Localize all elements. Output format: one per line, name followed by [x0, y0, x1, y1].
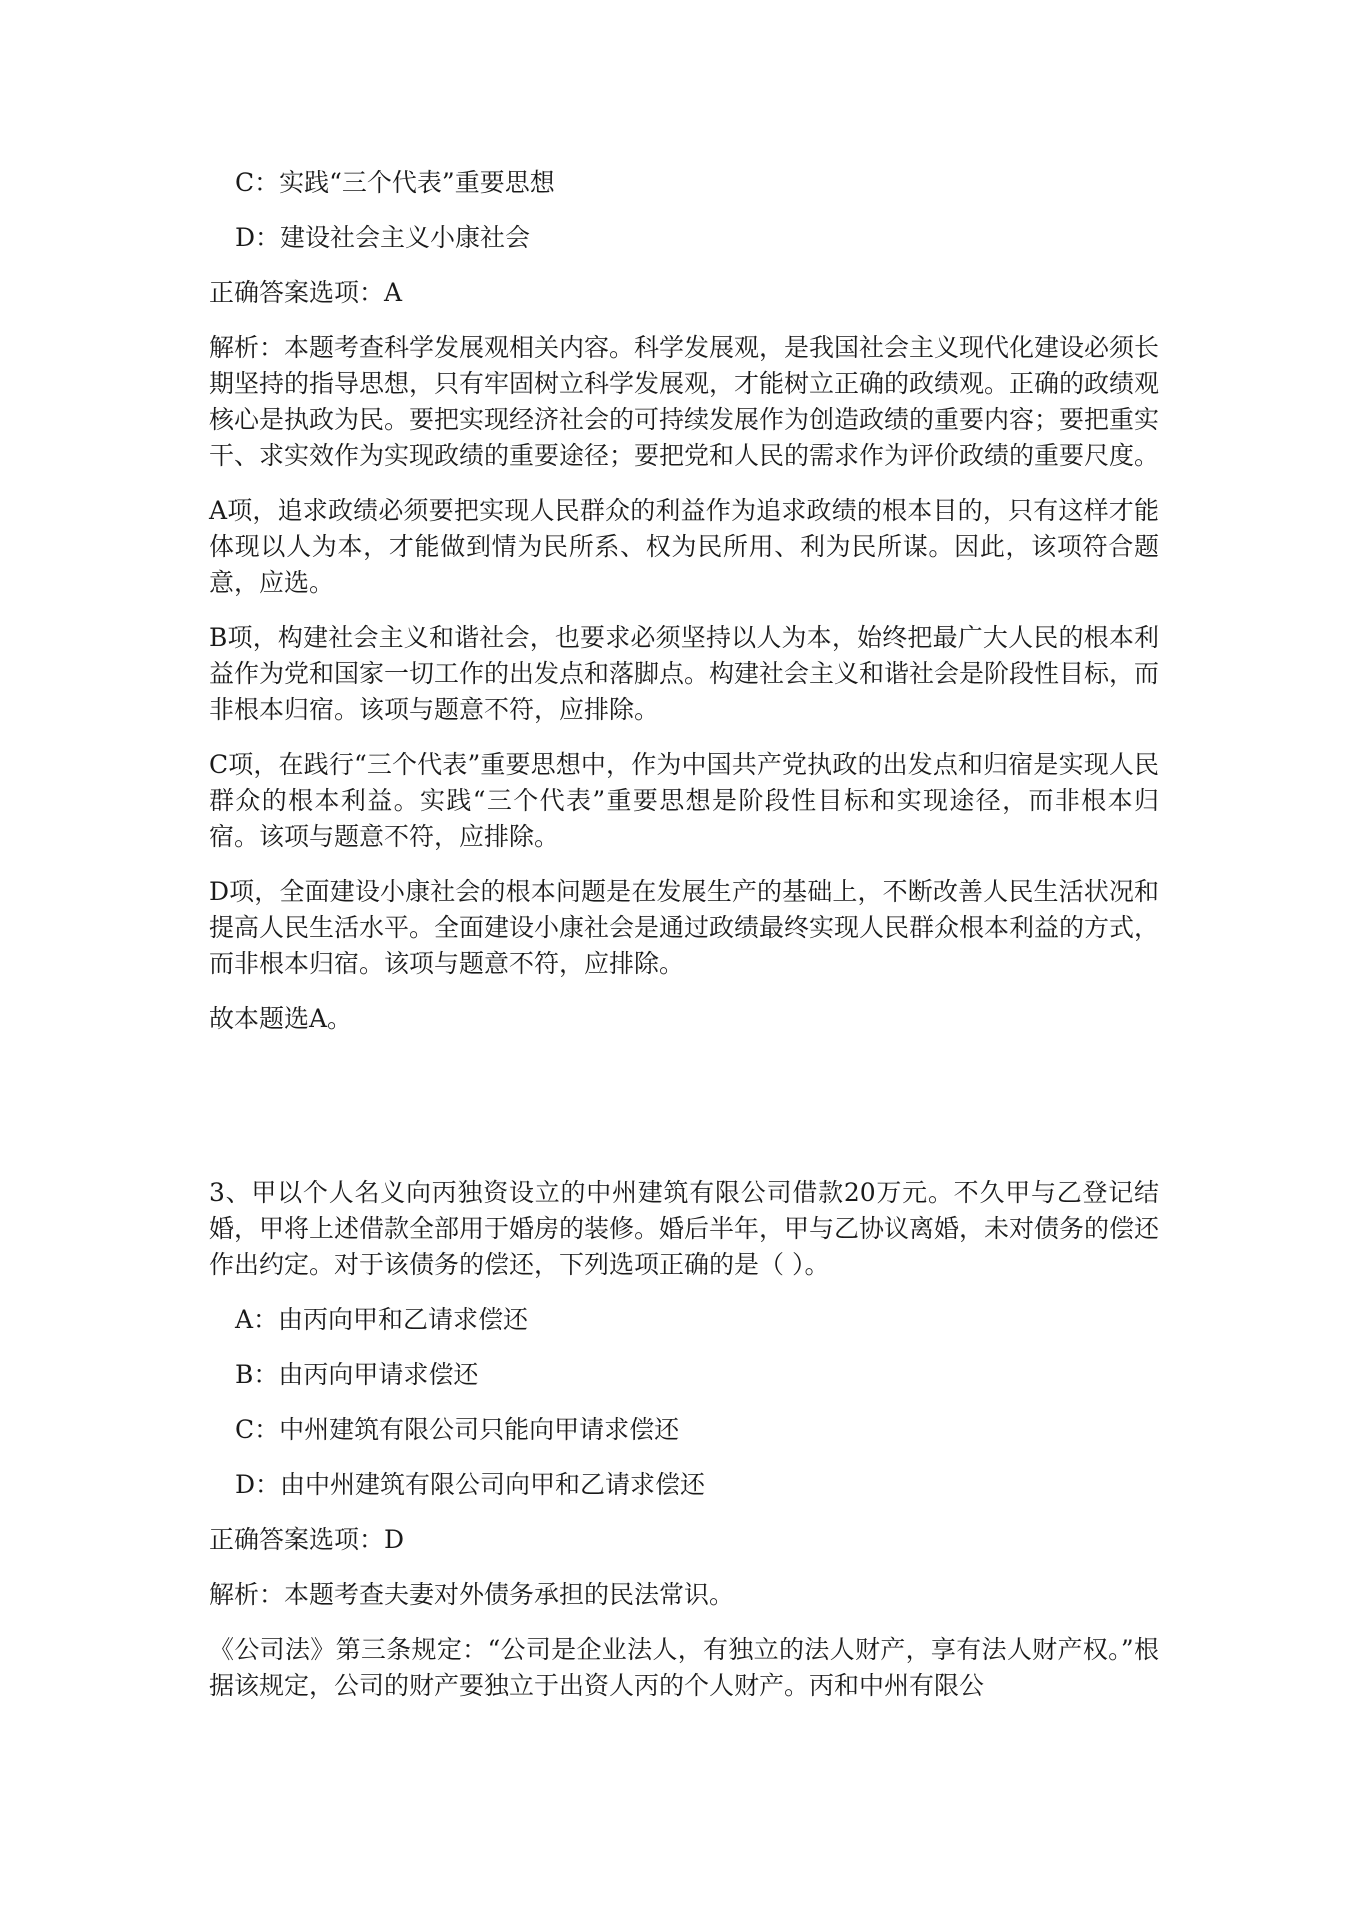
q2-analysis: 解析：本题考查科学发展观相关内容。科学发展观，是我国社会主义现代化建设必须长期坚持的指导思想，只有牢固树立科学发展观，才能树立正确的政绩观。正确的政绩观核心是执政为民。要把实现经济社会的可持续发展作为创造政绩的重要内容；要把重实干、求实效作为实现政绩的重要途径；要把党和人民的需求作为评价政绩的重要尺度。 [209, 333, 1160, 470]
q2-answer: 正确答案选项：A [209, 278, 403, 307]
q2-item-c: C项，在践行“三个代表”重要思想中，作为中国共产党执政的出发点和归宿是实现人民群众的根本利益。实践“三个代表”重要思想是阶段性目标和实现途径，而非根本归宿。该项与题意不符，应排除。 [209, 750, 1159, 851]
q3-option-a: A：由丙向甲和乙请求偿还 [235, 1305, 529, 1334]
q2-item-b: B项，构建社会主义和谐社会，也要求必须坚持以人为本，始终把最广大人民的根本利益作为党和国家一切工作的出发点和落脚点。构建社会主义和谐社会是阶段性目标，而非根本归宿。该项与题意不符，应排除。 [209, 623, 1160, 724]
document-page [209, 165, 1159, 1723]
q2-item-a: A项，追求政绩必须要把实现人民群众的利益作为追求政绩的根本目的，只有这样才能体现以人为本，才能做到情为民所系、权为民所用、利为民所谋。因此，该项符合题意，应选。 [209, 496, 1159, 597]
q2-option-d: D：建设社会主义小康社会 [235, 223, 531, 252]
q3-option-d: D：由中州建筑有限公司向甲和乙请求偿还 [235, 1470, 706, 1499]
q3-analysis: 解析：本题考查夫妻对外债务承担的民法常识。 [209, 1580, 735, 1609]
q2-item-d: D项，全面建设小康社会的根本问题是在发展生产的基础上，不断改善人民生活状况和提高人民生活水平。全面建设小康社会是通过政绩最终实现人民群众根本利益的方式，而非根本归宿。该项与题意不符，应排除。 [209, 877, 1160, 978]
q3-option-c: C：中州建筑有限公司只能向甲请求偿还 [235, 1415, 680, 1444]
q2-option-c: C：实践“三个代表”重要思想 [235, 168, 555, 197]
q3-answer: 正确答案选项：D [209, 1525, 405, 1554]
q2-conclusion: 故本题选A。 [209, 1004, 353, 1033]
q3-question: 3、甲以个人名义向丙独资设立的中州建筑有限公司借款20万元。不久甲与乙登记结婚，甲将上述借款全部用于婚房的装修。婚后半年，甲与乙协议离婚，未对债务的偿还作出约定。对于该债务的偿还，下列选项正确的是（ ）。 [209, 1178, 1160, 1279]
q3-law: 《公司法》第三条规定：“公司是企业法人，有独立的法人财产，享有法人财产权。”根据该规定，公司的财产要独立于出资人丙的个人财产。丙和中州有限公 [209, 1635, 1159, 1700]
q3-option-b: B：由丙向甲请求偿还 [235, 1360, 479, 1389]
